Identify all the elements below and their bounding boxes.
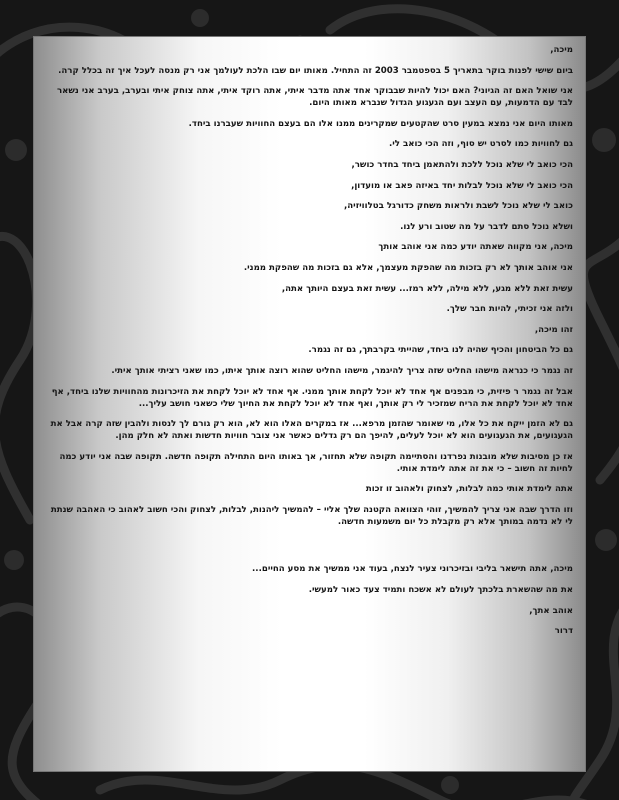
letter-paragraph: הכי כואב לי שלא נוכל לבלות יחד באיזה פאב או מועדון, xyxy=(351,180,573,191)
letter-paragraph: ושלא נוכל סתם לדבר על מה שטוב ורע לנו. xyxy=(400,221,573,232)
letter-paragraph: וזו הדרך שבה אני צריך להמשיך, זוהי הצוואה הקטנה שלך אליי – להמשיך ליהנות, לבלות, לצחוק והכי חשוב לאהוב כי האהבה שנתת לי לא נדמה במותך אלא רק מקבלת כל יום משמעות חדשה. xyxy=(50,504,573,527)
letter-paragraph: מיכה, אני מקווה שאתה יודע כמה אני אוהב אותך xyxy=(378,242,573,253)
letter-paragraph: ביום שישי לפנות בוקר בתאריך 5 בספטמבר 2003 זה התחיל. מאותו יום שבו הלכת לעולמך אני רק מנסה לעכל איך זה בכלל קרה. xyxy=(58,65,573,76)
letter-paragraph: אני שואל האם זה הגיוני? האם יכול להיות שבבוקר אחד אתה מדבר איתי, אתה רוקד איתי, אתה צוחק איתי ובערב, בערב אני נשאר לבד עם הדמעות, עם העצב ועם הגעגוע הגדול שנברא מאותו היום. xyxy=(56,86,573,109)
letter-paragraph: אז כן מסיבות שלא מובנות נפרדנו והסתיימה תקופה שלא תחזור, אך באותו היום התחילה תקופה חדשה. תקופה שבה אני יודע כמה לחיות זה חשוב – כי את זה אתה לימדת אותי. xyxy=(59,451,573,474)
letter-signature: דרור xyxy=(554,626,573,637)
letter-paragraph: עשית זאת ללא מגע, ללא מילה, ללא רמז... עשית זאת בעצם היותך אתה, xyxy=(281,283,573,294)
letter-paragraph: כואב לי שלא נוכל לשבת ולראות משחק כדורגל בטלוויזיה, xyxy=(344,201,573,212)
letter-paragraph: זה נגמר כי כנראה מישהו החליט שזה צריך להיגמר, מישהו החליט שהוא רוצה אותך איתו, כמו שאני רציתי אותך איתי. xyxy=(111,365,573,376)
letter-greeting: מיכה, xyxy=(550,45,573,55)
letter-paragraph: אני אוהב אותך לא רק בזכות מה שהפקת מעצמך, אלא גם בזכות מה שהפקת ממני. xyxy=(243,262,573,273)
letter-paragraph: אתה לימדת אותי כמה לבלות, לצחוק ולאהוב זו זכות xyxy=(365,484,573,495)
letter-paragraph: גם לחוויות כמו לסרט יש סוף, וזה הכי כואב לי. xyxy=(389,139,573,150)
letter-signoff: אוהב אתך, xyxy=(529,605,573,616)
letter-body xyxy=(46,44,573,637)
letter-paragraph: מאותו היום אני נמצא במעין סרט שהקטעים שמקרינים ממנו אלו הם בעצם החוויות שעברנו ביחד. xyxy=(188,118,573,129)
letter-paragraph: הכי כואב לי שלא נוכל ללכת ולהתאמן ביחד בחדר כושר, xyxy=(351,159,573,170)
letter-spacer xyxy=(46,536,573,563)
letter-page xyxy=(33,36,586,772)
letter-paragraph: גם לא הזמן ייקח את כל אלו, מי שאומר שהזמן מרפא... אז במקרים האלו הוא לא, הוא רק גורם לך לנסות ולהבין שזה קרה אבל את הגעגועים, את הגעגועים הוא לא יוכל לעלים, להיפך הם רק גדלים כאשר אני צובר חוויות חדשות ואתה לא חלק מהן. xyxy=(50,419,573,442)
letter-paragraph: גם כל הביטחון והכיף שהיה לנו ביחד, שהייתי בקרבתך, גם זה נגמר. xyxy=(308,345,573,356)
letter-closing: מיכה, אתה תישאר בליבי ובזיכרוני צעיר לנצח, בעוד אני ממשיך את מסע החיים... xyxy=(252,564,573,575)
letter-closing: את מה שהשארת בלכתך לעולם לא אשכח ותמיד צעד כאור למעשי. xyxy=(308,585,573,596)
letter-paragraph: זהו מיכה, xyxy=(534,324,573,335)
letter-paragraph: ולזה אני זכיתי, להיות חבר שלך. xyxy=(446,304,573,315)
letter-paragraph: אבל זה נגמר ר פיזית, כי מבפנים אף אחד לא יוכל לקחת אותך ממני. אף אחד לא יוכל לקחת את הזיכרונות מהחוויות שלנו ביחד, אף אחד לא יוכל לקחת את הריח שמזכיר לי רק אותך, ואף אחד לא יוכל לקחת את החיוך שלי כשאני חושב עליך... xyxy=(51,386,573,409)
